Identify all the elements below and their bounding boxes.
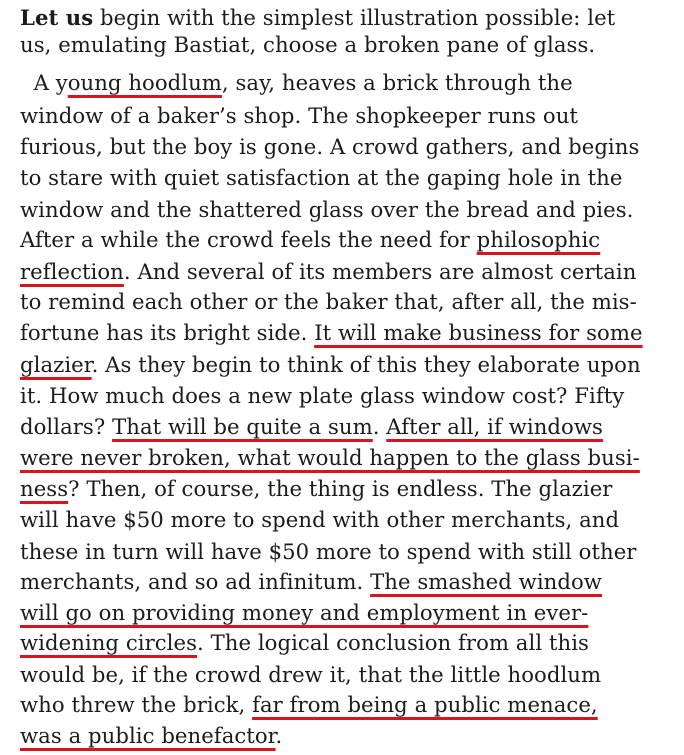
- text-segment: dollars?: [20, 414, 113, 439]
- text-line: [20, 474, 664, 508]
- text-segment: window and the shattered glass over the bread and pies.: [20, 197, 634, 222]
- text-line: [20, 598, 664, 632]
- text-segment: begin with the simplest illustration possible: let: [93, 5, 616, 30]
- text-segment: ? Then, of course, the thing is endless. The glazier: [68, 476, 613, 501]
- text-line: [20, 68, 664, 102]
- text-line: [20, 443, 664, 477]
- text-line: [20, 287, 664, 321]
- text-segment: it. How much does a new plate glass window cost? Fifty: [20, 383, 625, 408]
- text-segment: these in turn will have $50 more to spend with still other: [20, 539, 637, 564]
- text-segment: , say, heaves a brick through the: [221, 70, 573, 95]
- text-segment: fortune has its bright side.: [20, 320, 315, 345]
- underlined-phrase: After all, if windows: [386, 414, 603, 439]
- text-line: [20, 381, 664, 415]
- text-segment: After a while the crowd feels the need for: [20, 227, 477, 252]
- underlined-phrase: philosophic: [476, 227, 601, 252]
- underlined-phrase: was a public benefactor: [20, 723, 276, 748]
- text-segment: merchants, and so ad infinitum.: [20, 569, 371, 594]
- underlined-phrase: ness: [20, 476, 69, 501]
- underlined-phrase: reflection: [20, 259, 124, 284]
- text-segment: Let us: [20, 5, 94, 30]
- text-segment: will have $50 more to spend with other merchants, and: [20, 507, 620, 532]
- underlined-phrase: were never broken, what would happen to the glass busi-: [20, 445, 640, 470]
- text-line: [20, 660, 664, 694]
- text-segment: . As they begin to think of this they elaborate upon: [91, 352, 641, 377]
- text-line: [20, 628, 664, 662]
- text-line: [20, 567, 664, 601]
- text-segment: window of a baker’s shop. The shopkeeper runs out: [20, 103, 578, 128]
- text-segment: .: [275, 723, 283, 748]
- text-segment: to remind each other or the baker that, after all, the mis-: [20, 289, 637, 314]
- text-line: [20, 225, 664, 259]
- text-line: [20, 163, 664, 197]
- text-segment: us, emulating Bastiat, choose a broken pane of glass.: [20, 32, 596, 57]
- text-line: [20, 537, 664, 571]
- text-segment: A y: [20, 70, 68, 95]
- text-line: [20, 101, 664, 135]
- text-segment: .: [372, 414, 387, 439]
- text-line: [20, 690, 664, 724]
- underlined-phrase: It will make business for some: [314, 320, 643, 345]
- text-line: [20, 318, 664, 352]
- underlined-phrase: far from being a public menace,: [252, 692, 598, 717]
- text-line: [20, 30, 664, 64]
- text-segment: who threw the brick,: [20, 692, 253, 717]
- underlined-phrase: oung hoodlum: [67, 70, 222, 95]
- text-line: [20, 132, 664, 166]
- text-segment: furious, but the boy is gone. A crowd gathers, and begins: [20, 134, 640, 159]
- text-line: [20, 257, 664, 291]
- underlined-phrase: The smashed window: [370, 569, 602, 594]
- text-segment: . The logical conclusion from all this: [197, 630, 589, 655]
- text-segment: . And several of its members are almost certain: [123, 259, 637, 284]
- text-segment: to stare with quiet satisfaction at the gaping hole in the: [20, 165, 623, 190]
- underlined-phrase: That will be quite a sum: [112, 414, 373, 439]
- text-line: [20, 350, 664, 384]
- underlined-phrase: widening circles: [20, 630, 198, 655]
- text-line: [20, 505, 664, 539]
- text-segment: would be, if the crowd drew it, that the little hoodlum: [20, 662, 602, 687]
- text-line: [20, 195, 664, 229]
- text-line: [20, 412, 664, 446]
- underlined-phrase: will go on providing money and employment in ever-: [20, 600, 589, 625]
- underlined-phrase: glazier: [20, 352, 92, 377]
